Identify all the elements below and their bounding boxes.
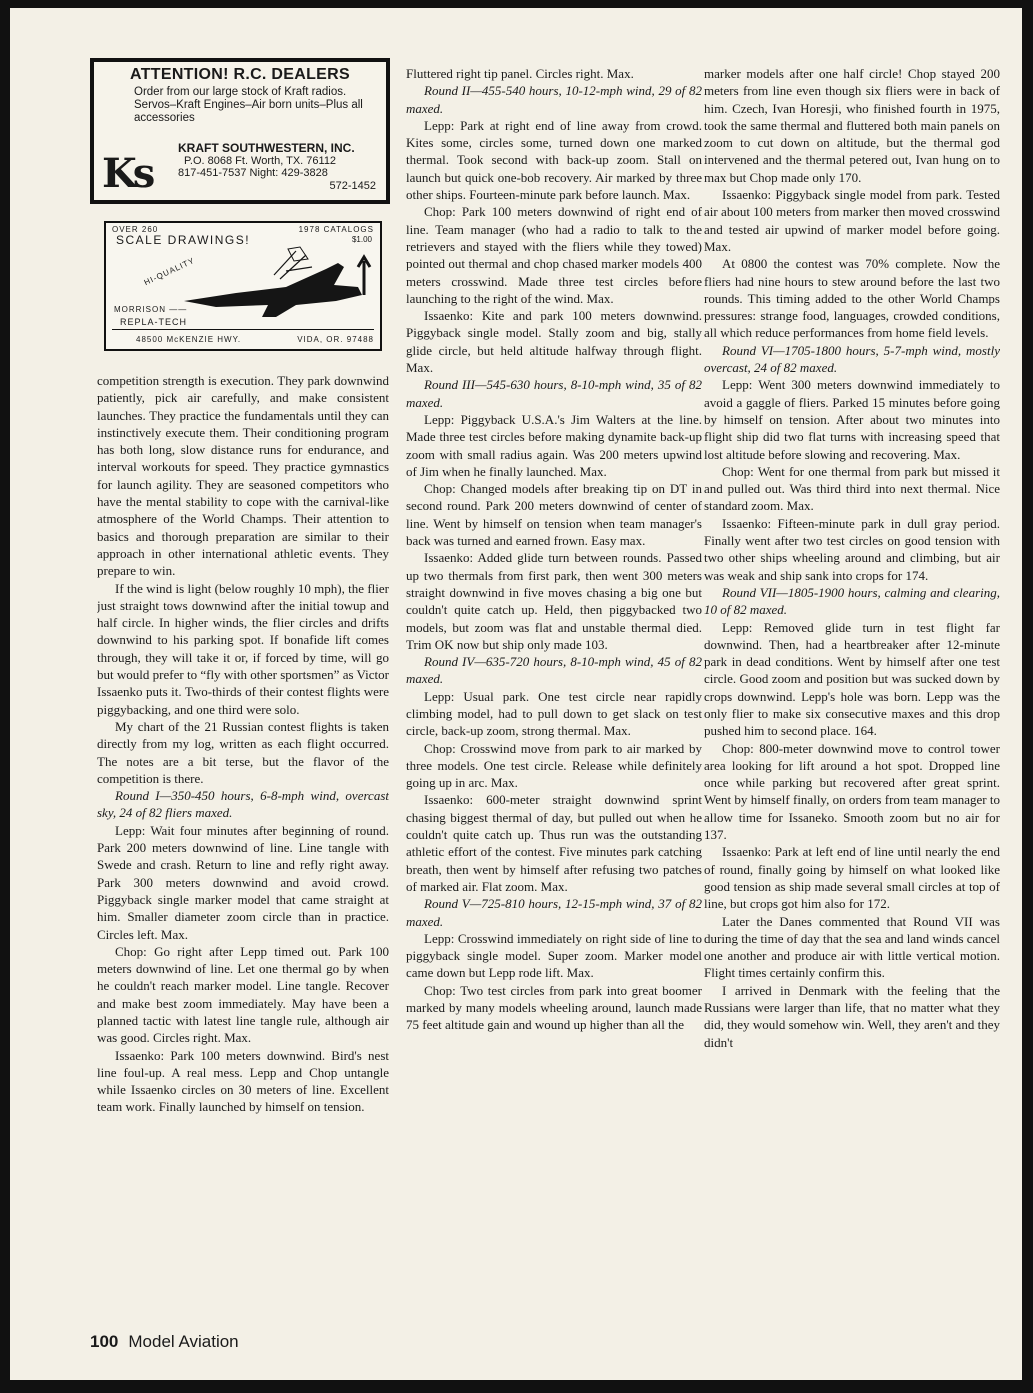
ad2-brand-repla-tech: REPLA-TECH xyxy=(120,317,188,327)
article-column-1 xyxy=(97,372,389,1332)
round-heading: Round IV—635-720 hours, 8-10-mph wind, 45 of 82 maxed. xyxy=(406,654,702,687)
ad-company-block xyxy=(178,142,376,192)
ad-address: P.O. 8068 Ft. Worth, TX. 76112 xyxy=(184,154,337,167)
paragraph: marker models after one half circle! Chop stayed 200 meters from line even though six fliers were in back of him. Czech, Ivan Horesji, who finished fourth in 1975, took the same thermal and fluttered both main panels on zoom to cut down on altitude, but the thermal god intervened and the thermal petered out, Ivan hung on to max but Chop made only 170. xyxy=(704,66,1000,185)
paragraph: Issaenko: Added glide turn between rounds. Passed up two thermals from first park, then went 300 meters straight downwind in five moves chasing a big one but couldn't quite catch up. Held, then piggybacked two models, but zoom was flat and unstable thermal died. Trim OK now but ship only made 103. xyxy=(406,550,702,652)
ad-body: Order from our large stock of Kraft radios. Servos–Kraft Engines–Air born units–Plus all accessories xyxy=(134,86,363,124)
paragraph: If the wind is light (below roughly 10 mph), the flier just straight tows downwind after the initial towup and half circle. In higher winds, the flier circles and drifts downwind to his parking spot. If bonafide lift comes through, they will take it or, if forced by time, will go but would prefer to “fly with other sportsmen” as Victor Issaenko puts it. Two-thirds of their contest flights were piggybacking, and one third were solo. xyxy=(97,580,389,717)
paragraph: Lepp: Wait four minutes after beginning of round. Park 200 meters downwind of line. Line tangle with Swede and crash. Return to line and refly right away. Park 300 meters downwind and avoid crowd. Piggyback single marker model that came straight at him. Smaller diameter zoom circle than in practice. Circles left. Max. xyxy=(97,822,389,942)
ad2-count: OVER 260 xyxy=(112,225,159,234)
ad-headline: ATTENTION! R.C. DEALERS xyxy=(130,66,350,83)
paragraph: Chop: 800-meter downwind move to control tower area looking for lift around a hot spot. Dropped line once while parking but recovered after great sprint. Went by himself finally, on orders from team manager to allow time for Issaneko. Smooth zoom but no air for 137. xyxy=(704,740,1000,843)
round-heading: Round I—350-450 hours, 6-8-mph wind, overcast sky, 24 of 82 fliers maxed. xyxy=(97,788,389,821)
round-heading: Round V—725-810 hours, 12-15-mph wind, 37 of 82 maxed. xyxy=(406,896,702,929)
paragraph: Lepp: Piggyback U.S.A.'s Jim Walters at the line. Made three test circles before making dynamite back-up zoom with small radius again. Was 200 meters upwind of Jim when he finally launched. Max. xyxy=(406,411,702,479)
ad2-address: 48500 McKENZIE HWY. xyxy=(136,335,242,344)
round-heading: Round III—545-630 hours, 8-10-mph wind, 35 of 82 maxed. xyxy=(406,377,702,410)
ad2-city: VIDA, OR. 97488 xyxy=(297,335,374,344)
ad2-divider xyxy=(112,329,374,330)
ad-phone-night: 572-1452 xyxy=(329,179,376,192)
paragraph: I arrived in Denmark with the feeling that the Russians were larger than life, that no matter what they did, they would somehow win. Well, they aren't and they didn't xyxy=(704,982,1000,1050)
paragraph: Issaenko: Piggyback single model from park. Tested air about 100 meters from marker then moved crosswind and tested air upwind of marker model before going. Max. xyxy=(704,187,1000,254)
paragraph: Lepp: Usual park. One test circle near rapidly climbing model, had to pull down to get slack on test circle, back-up zoom, strong thermal. Max. xyxy=(406,688,702,739)
ad2-headline: SCALE DRAWINGS! xyxy=(116,233,251,247)
paragraph: Later the Danes commented that Round VII was during the time of day that the sea and land winds cancel one another and produce air with little vertical motion. Flight times certainly confirm this. xyxy=(704,913,1000,981)
paragraph: Issaenko: 600-meter straight downwind sprint chasing biggest thermal of day, but pulled out when he couldn't quite catch up. Thus run was the outstanding athletic effort of the contest. Five minutes park catching breath, then went by himself after refusing two patches of marked air. Flat zoom. Max. xyxy=(406,792,702,894)
paragraph: Lepp: Went 300 meters downwind immediately to avoid a gaggle of fliers. Parked 15 minutes before going by himself on tension. After about two minutes into flight ship did two flat turns with increasing speed that lost altitude before slowing and recovering. Max. xyxy=(704,377,1000,462)
page-footer xyxy=(90,1332,239,1352)
paragraph: Issaenko: Park 100 meters downwind. Bird's nest line foul-up. A real mess. Lepp and Chop untangle while Issaenko circles on 30 meters of line. Excellent team work. Finally launched by himself on tension. xyxy=(97,1047,389,1115)
paragraph: Lepp: Park at right end of line away from crowd. Kites some, circles some, turned down one marked thermal. Took second with back-up zoom. Stall on launch but quick one-bob recovery. Air marked by three other ships. Fourteen-minute park before launch. Max. xyxy=(406,117,702,203)
ad2-price: $1.00 xyxy=(351,235,372,244)
article-column-2 xyxy=(406,65,702,1330)
ks-logo: Ks xyxy=(102,150,152,197)
round-heading: Round VII—1805-1900 hours, calming and clearing, 10 of 82 maxed. xyxy=(704,584,1000,618)
paragraph: Chop: Go right after Lepp timed out. Park 100 meters downwind of line. Let one thermal go by when he couldn't reach marker model. Line tangle. Recover and make best zoom immediately. May have been a planned tactic with latest line tangle rule, although air was good. Circles right. Max. xyxy=(97,943,389,1046)
paragraph: Lepp: Crosswind immediately on right side of line to piggyback single model. Super zoom. Marker model came down but Lepp rode lift. Max. xyxy=(406,930,702,981)
round-heading: Round II—455-540 hours, 10-12-mph wind, 29 of 82 maxed. xyxy=(406,83,702,116)
paragraph: Chop: Two test circles from park into great boomer marked by many models wheeling around, launch made 75 feet altitude gain and wound up higher than all the xyxy=(406,982,702,1033)
ad2-brand-morrison: MORRISON —— xyxy=(114,305,188,314)
paragraph: At 0800 the contest was 70% complete. Now the fliers had nine hours to stew around before the last two rounds. This timing added to the other World Champs pressures: strange food, languages, crowded conditions, all which reduce performances from home field levels. xyxy=(704,256,1000,341)
magazine-page xyxy=(10,8,1022,1380)
round-heading: Round VI—1705-1800 hours, 5-7-mph wind, mostly overcast, 24 of 82 maxed. xyxy=(704,342,1000,376)
paragraph: Chop: Crosswind move from park to air marked by three models. One test circle. Release while definitely going up in arc. Max. xyxy=(406,740,702,791)
paragraph: competition strength is execution. They park downwind patiently, pick air carefully, and make consistent launches. They practice the fundamentals until they can instinctively execute them. Their conditioning program has both long, slow distance runs for endurance, and interval workouts for speed. They practice gymnastics for launch agility. They are seasoned competitors who have the mental stability to cope with the carnival-like atmosphere of the World Champs. Their attention to basics and thorough preparation are similar to their approach in other international athletic events. They prepare to win. xyxy=(97,373,389,579)
paragraph: Chop: Park 100 meters downwind of right end of line. Team manager (who had a radio to talk to the retrievers and stayed with the fliers while they towed) pointed out thermal and chop chased marker models 400 meters crosswind. Made three test circles before launching to the right of the wind. Max. xyxy=(406,204,702,306)
page-number: 100 xyxy=(90,1332,119,1351)
morrison-repla-tech-ad xyxy=(104,221,382,351)
magazine-name: Model Aviation xyxy=(128,1332,239,1351)
paragraph: Issaenko: Fifteen-minute park in dull gray period. Finally went after two test circles on good tension with two other ships wheeling around and climbing, but air was weak and ship sank into crops for 174. xyxy=(704,515,1000,583)
paragraph: Lepp: Removed glide turn in test flight far downwind. Then, had a heartbreaker after 12-minute park in dead conditions. Went by himself after one test circle. Good zoom and position but was sucked down by crops downwind. Lepp's hole was born. Lepp was the only flier to make six consecutive maxes and this drop pushed him to second place. 164. xyxy=(704,619,1000,739)
paragraph: Chop: Changed models after breaking tip on DT in second round. Park 200 meters downwind of center of line. Went by himself on tension when team manager's back was turned and earned frown. Easy max. xyxy=(406,481,702,549)
paragraph: Fluttered right tip panel. Circles right. Max. xyxy=(406,66,634,81)
ad2-catalog: 1978 CATALOGS xyxy=(298,225,374,234)
ad2-quality: HI-QUALITY xyxy=(142,255,197,288)
paragraph: Issaenko: Kite and park 100 meters downwind. Piggyback single model. Stally zoom and big, stally glide circle, but held altitude halfway through flight. Max. xyxy=(406,308,702,376)
paragraph: My chart of the 21 Russian contest flights is taken directly from my log, written as each flight occurred. The notes are a bit terse, but the flavor of the competition is there. xyxy=(97,718,389,786)
article-column-3 xyxy=(704,65,1000,1330)
ad-phone: 817-451-7537 Night: 429-3828 xyxy=(178,167,328,179)
ad-company-name: KRAFT SOUTHWESTERN, INC. xyxy=(178,141,355,155)
kraft-dealers-ad xyxy=(90,58,390,204)
jet-fighter-illustration xyxy=(176,245,376,327)
paragraph: Chop: Went for one thermal from park but missed it and pulled out. Was third third into next thermal. Nice standard zoom. Max. xyxy=(704,463,1000,514)
paragraph: Issaenko: Park at left end of line until nearly the end of round, finally going by himself on what looked like good tension as ship made several small circles at top of line, but crops got him also for 172. xyxy=(704,844,1000,912)
